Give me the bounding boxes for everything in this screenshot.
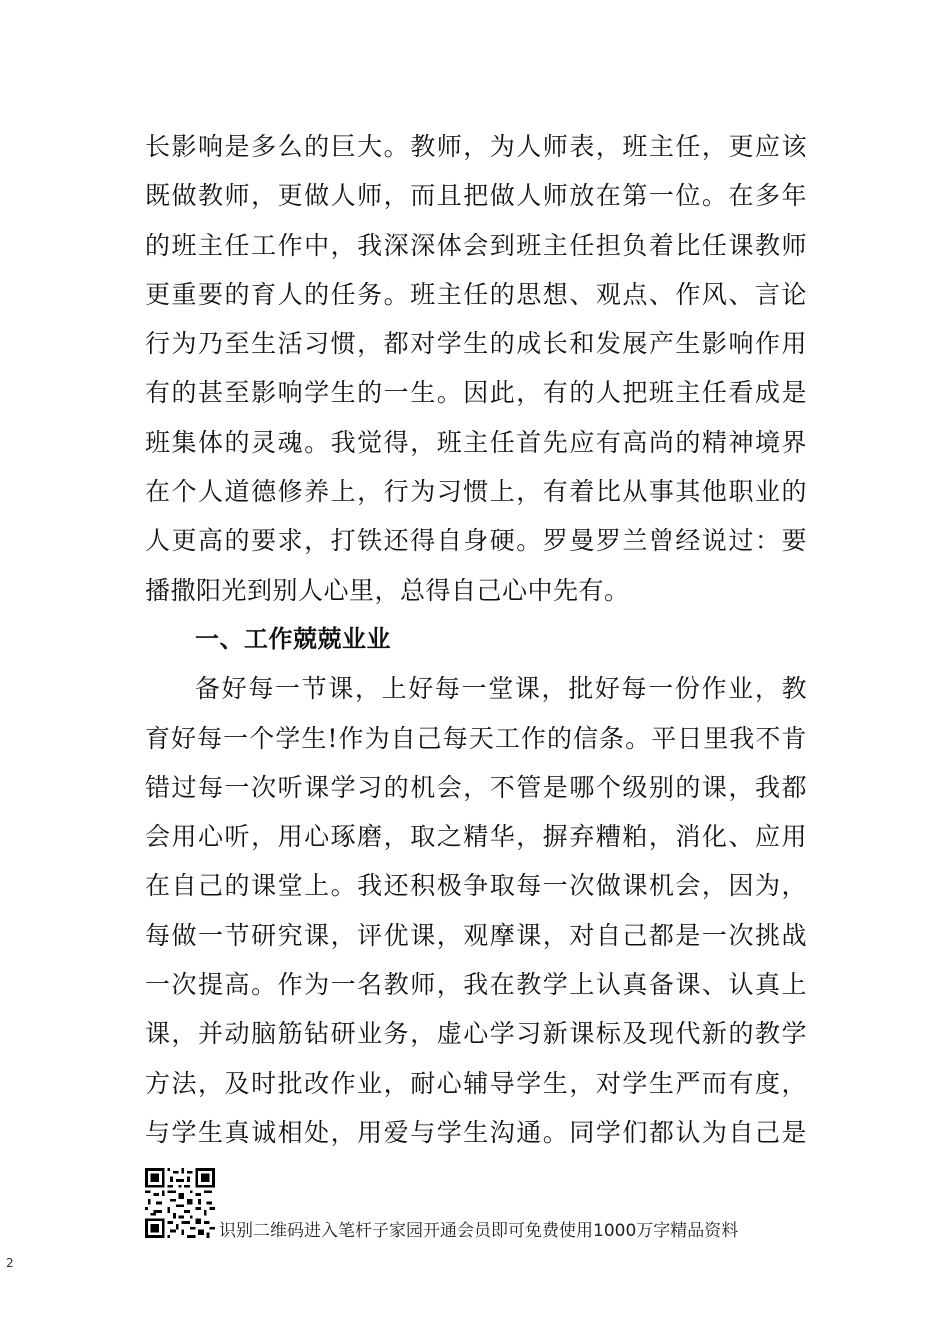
footer-promo-text: 识别二维码进入笔杆子家园开通会员即可免费使用1000万字精品资料 <box>219 1221 739 1241</box>
page-number: 2 <box>6 1256 14 1270</box>
paragraph-line: 在个人道德修养上，行为习惯上，有着比从事其他职业的 <box>145 477 807 507</box>
paragraph-line: 更重要的育人的任务。班主任的思想、观点、作风、言论 <box>145 279 807 309</box>
paragraph-line: 一次提高。作为一名教师，我在教学上认真备课、认真上 <box>145 970 807 1000</box>
paragraph-line: 既做教师，更做人师，而且把做人师放在第一位。在多年 <box>145 181 807 211</box>
paragraph-line: 课，并动脑筋钻研业务，虚心学习新课标及现代新的教学 <box>145 1019 807 1049</box>
paragraph-line: 会用心听，用心琢磨，取之精华，摒弃糟粕，消化、应用 <box>145 822 807 852</box>
qr-code-icon[interactable] <box>145 1168 215 1238</box>
paragraph-line: 错过每一次听课学习的机会，不管是哪个级别的课，我都 <box>145 772 807 802</box>
paragraph-line: 育好每一个学生!作为自己每天工作的信条。平日里我不肯 <box>145 723 807 753</box>
footer <box>145 1168 845 1244</box>
paragraph-line: 与学生真诚相处，用爱与学生沟通。同学们都认为自己是 <box>145 1117 807 1147</box>
paragraph-line: 每做一节研究课，评优课，观摩课，对自己都是一次挑战 <box>145 920 807 950</box>
paragraph-line: 人更高的要求，打铁还得自身硬。罗曼罗兰曾经说过：要 <box>145 526 807 556</box>
paragraph-line: 播撒阳光到别人心里，总得自己心中先有。 <box>145 575 630 605</box>
paragraph-line: 有的甚至影响学生的一生。因此，有的人把班主任看成是 <box>145 378 807 408</box>
paragraph-line: 方法，及时批改作业，耐心辅导学生，对学生严而有度， <box>145 1068 807 1098</box>
document-body <box>145 122 807 1157</box>
paragraph-line: 在自己的课堂上。我还积极争取每一次做课机会，因为， <box>145 871 807 901</box>
paragraph-line: 长影响是多么的巨大。教师，为人师表，班主任，更应该 <box>145 132 807 161</box>
paragraph-line: 备好每一节课，上好每一堂课，批好每一份作业，教 <box>195 674 807 704</box>
paragraph-line: 行为乃至生活习惯，都对学生的成长和发展产生影响作用 <box>145 329 807 359</box>
paragraph-line: 的班主任工作中，我深深体会到班主任担负着比任课教师 <box>145 230 807 260</box>
section-heading: 一、工作兢兢业业 <box>195 624 391 653</box>
paragraph-line: 班集体的灵魂。我觉得，班主任首先应有高尚的精神境界 <box>145 427 807 457</box>
